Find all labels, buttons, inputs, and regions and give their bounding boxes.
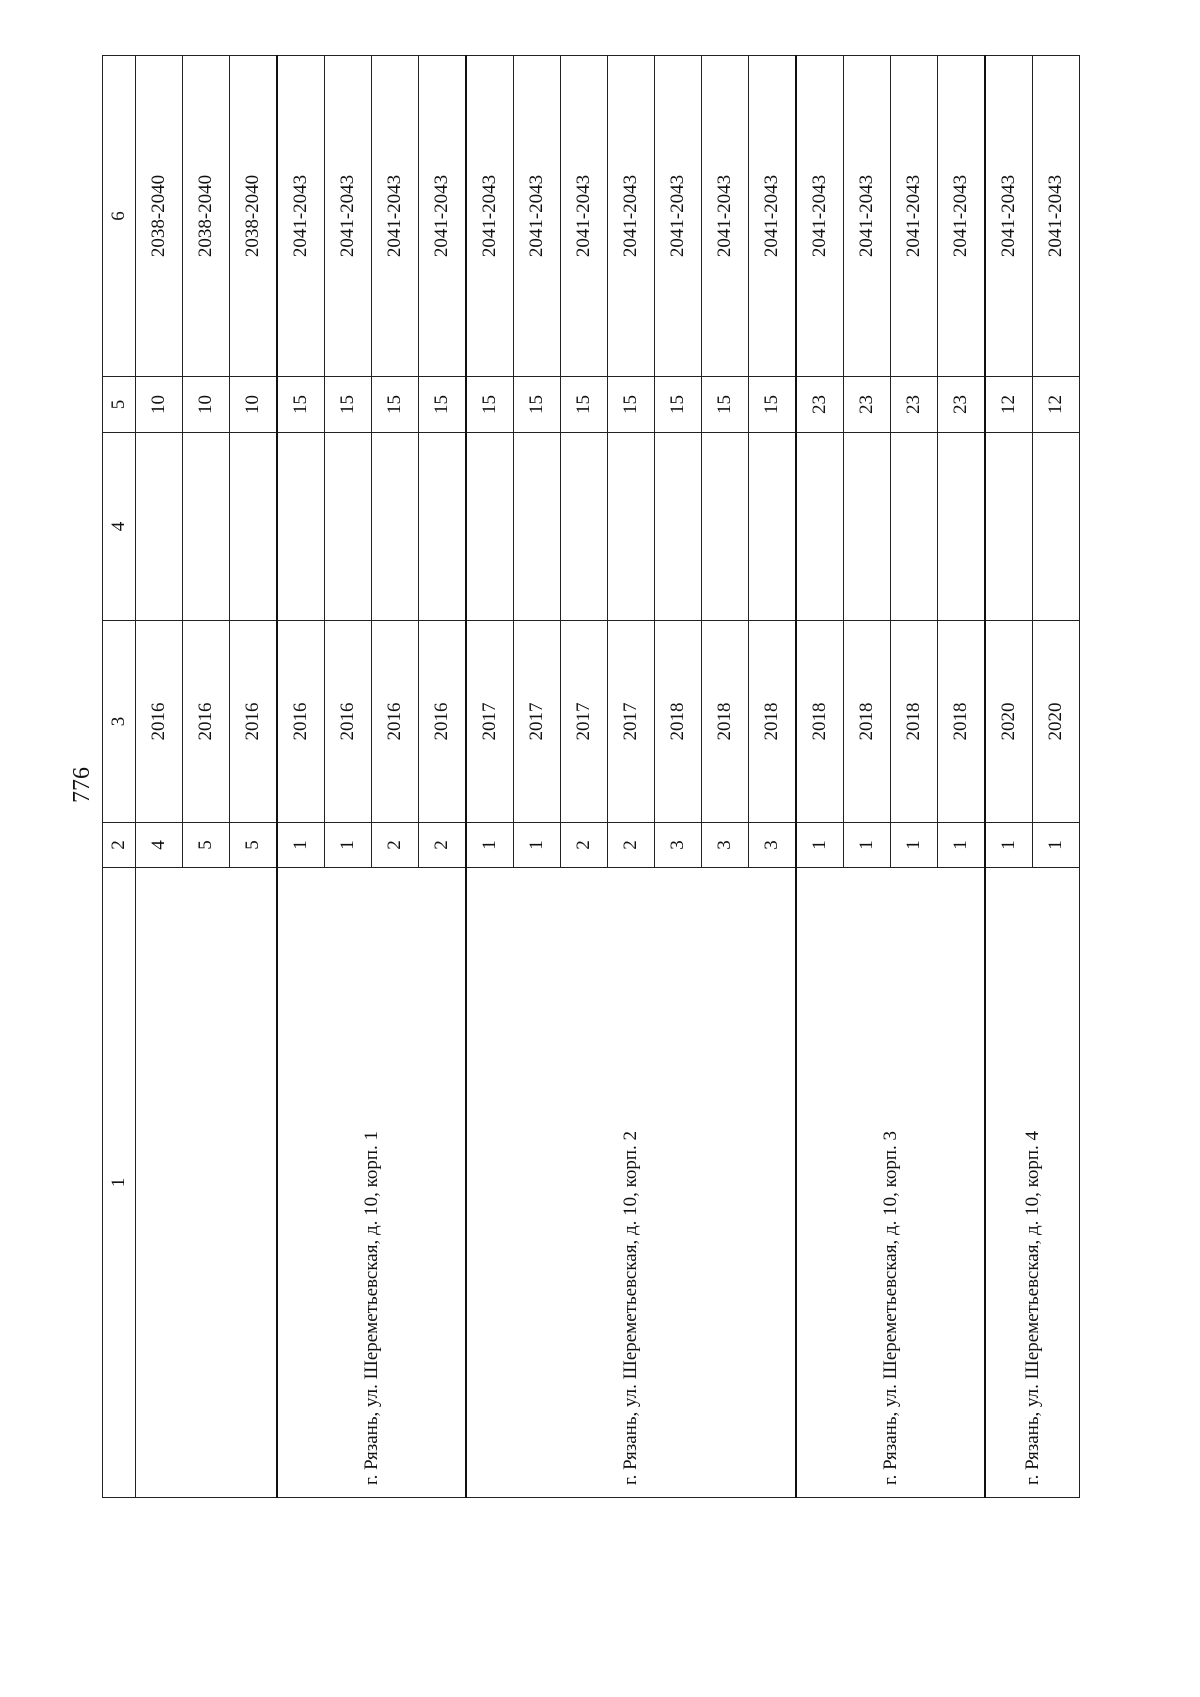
table-cell: 2041-2043 (325, 56, 372, 377)
table-cell: 2 (419, 823, 467, 868)
table-cell: 15 (561, 377, 608, 433)
table-cell: 2016 (419, 621, 467, 823)
document-sheet (102, 56, 1072, 1498)
table-cell: 2018 (844, 621, 891, 823)
table-cell: 2041-2043 (277, 56, 325, 377)
table-header-row (103, 56, 136, 1498)
table-cell: 1 (466, 823, 514, 868)
table-cell: 10 (230, 377, 278, 433)
table-cell (938, 433, 986, 621)
table-cell: 2041-2043 (466, 56, 514, 377)
table-cell: 2 (372, 823, 419, 868)
table-cell: 2016 (183, 621, 230, 823)
address-text: г. Рязань, ул. Шереметьевская, д. 10, корп. 2 (620, 1130, 641, 1485)
table-cell: 2041-2043 (985, 56, 1033, 377)
address-cell (796, 868, 985, 1498)
table-cell: 12 (1033, 377, 1080, 433)
column-header: 6 (103, 56, 136, 377)
table-cell: 2018 (938, 621, 986, 823)
page-number: 776 (69, 767, 95, 803)
table-cell: 5 (183, 823, 230, 868)
table-cell: 4 (136, 823, 183, 868)
address-cell (985, 868, 1080, 1498)
table-cell (136, 433, 183, 621)
table-row (985, 56, 1033, 1498)
table-row (796, 56, 844, 1498)
table-cell: 2041-2043 (1033, 56, 1080, 377)
table-cell: 2041-2043 (749, 56, 797, 377)
table-cell (466, 433, 514, 621)
table-cell: 2017 (466, 621, 514, 823)
table-cell: 2018 (655, 621, 702, 823)
table-cell: 2041-2043 (608, 56, 655, 377)
table-cell: 10 (183, 377, 230, 433)
table-cell: 10 (136, 377, 183, 433)
table-cell: 2020 (985, 621, 1033, 823)
table-cell: 1 (796, 823, 844, 868)
table-body (136, 56, 1080, 1498)
table-cell: 2041-2043 (561, 56, 608, 377)
table-cell (608, 433, 655, 621)
table-cell (230, 433, 278, 621)
table-cell (561, 433, 608, 621)
address-text: г. Рязань, ул. Шереметьевская, д. 10, корп. 4 (1021, 1130, 1043, 1485)
table-cell: 1 (985, 823, 1033, 868)
table-cell: 2038-2040 (183, 56, 230, 377)
table-cell (277, 433, 325, 621)
table-cell: 2041-2043 (702, 56, 749, 377)
rotated-table-wrapper (102, 56, 1072, 1498)
table-cell: 15 (466, 377, 514, 433)
table-cell: 2041-2043 (655, 56, 702, 377)
table-cell: 2016 (372, 621, 419, 823)
table-cell: 15 (608, 377, 655, 433)
table-cell (419, 433, 467, 621)
table-cell: 2018 (702, 621, 749, 823)
table-cell: 2 (608, 823, 655, 868)
address-cell (277, 868, 466, 1498)
column-header: 3 (103, 621, 136, 823)
table-cell: 2041-2043 (796, 56, 844, 377)
table-cell: 2041-2043 (844, 56, 891, 377)
table-cell (985, 433, 1033, 621)
table-cell: 15 (514, 377, 561, 433)
table-cell: 2016 (277, 621, 325, 823)
table-cell: 2020 (1033, 621, 1080, 823)
table-cell: 15 (419, 377, 467, 433)
table-cell (844, 433, 891, 621)
table-cell (796, 433, 844, 621)
table-cell: 2041-2043 (419, 56, 467, 377)
table-cell: 2018 (749, 621, 797, 823)
table-cell (702, 433, 749, 621)
table-cell: 12 (985, 377, 1033, 433)
table-cell: 1 (891, 823, 938, 868)
table-cell: 2016 (136, 621, 183, 823)
table-cell: 2017 (514, 621, 561, 823)
table-cell: 2018 (796, 621, 844, 823)
table-cell: 3 (655, 823, 702, 868)
column-header: 4 (103, 433, 136, 621)
table-cell: 15 (277, 377, 325, 433)
table-cell (1033, 433, 1080, 621)
table-cell: 2041-2043 (938, 56, 986, 377)
table-cell: 2017 (608, 621, 655, 823)
column-header: 5 (103, 377, 136, 433)
table-cell: 2041-2043 (514, 56, 561, 377)
table-cell: 23 (938, 377, 986, 433)
table-cell: 1 (325, 823, 372, 868)
table-cell (749, 433, 797, 621)
table-cell: 2016 (325, 621, 372, 823)
table-cell: 1 (277, 823, 325, 868)
table-cell (372, 433, 419, 621)
table-cell: 23 (891, 377, 938, 433)
table-cell: 2016 (230, 621, 278, 823)
address-text: г. Рязань, ул. Шереметьевская, д. 10, корп. 1 (360, 1130, 382, 1485)
address-cell (466, 868, 796, 1498)
table-cell: 15 (325, 377, 372, 433)
table-cell: 2 (561, 823, 608, 868)
table-cell: 23 (796, 377, 844, 433)
table-cell (655, 433, 702, 621)
table-cell: 1 (844, 823, 891, 868)
table-cell: 2041-2043 (372, 56, 419, 377)
table-cell: 3 (702, 823, 749, 868)
column-header: 2 (103, 823, 136, 868)
table-cell (891, 433, 938, 621)
table-row (136, 56, 183, 1498)
schedule-table (102, 55, 1080, 1498)
table-cell: 5 (230, 823, 278, 868)
table-cell (325, 433, 372, 621)
table-cell: 1 (938, 823, 986, 868)
table-cell: 2017 (561, 621, 608, 823)
table-row (277, 56, 325, 1498)
table-cell: 1 (514, 823, 561, 868)
table-cell: 23 (844, 377, 891, 433)
address-text: г. Рязань, ул. Шереметьевская, д. 10, корп. 3 (879, 1130, 901, 1485)
table-cell: 1 (1033, 823, 1080, 868)
table-cell: 2038-2040 (136, 56, 183, 377)
table-cell: 3 (749, 823, 797, 868)
column-header: 1 (103, 868, 136, 1498)
table-cell (183, 433, 230, 621)
table-cell: 2038-2040 (230, 56, 278, 377)
table-cell: 15 (702, 377, 749, 433)
table-cell: 2041-2043 (891, 56, 938, 377)
table-cell: 2018 (891, 621, 938, 823)
table-cell: 15 (372, 377, 419, 433)
table-row (466, 56, 514, 1498)
table-cell: 15 (655, 377, 702, 433)
table-cell (514, 433, 561, 621)
table-cell: 15 (749, 377, 797, 433)
address-cell (136, 868, 278, 1498)
